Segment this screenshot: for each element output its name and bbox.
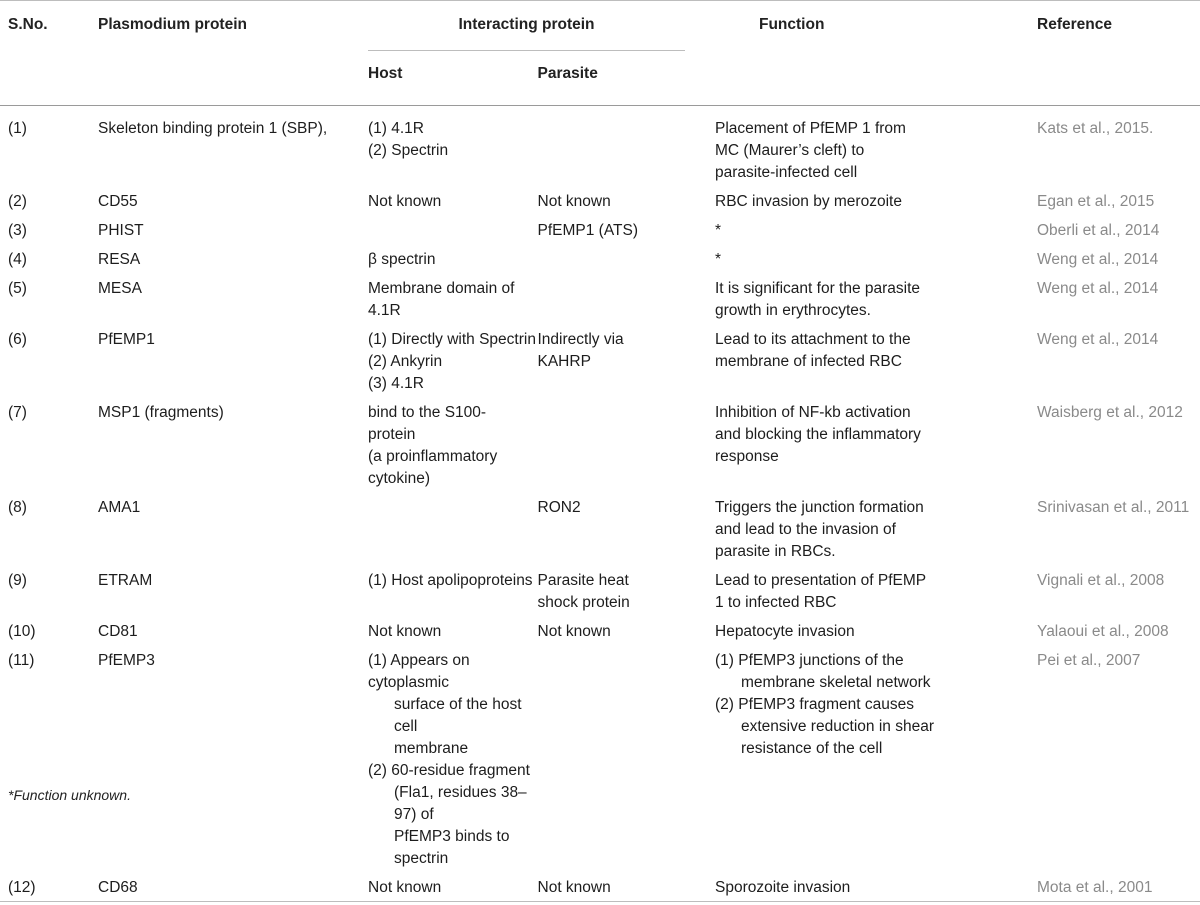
cell-host-line: Membrane domain of 4.1R <box>368 278 538 322</box>
cell-plasmodium-protein-line: PfEMP1 <box>98 329 368 351</box>
cell-function <box>707 495 1037 565</box>
cell-function-line: response <box>715 446 1037 468</box>
cell-host <box>368 495 538 565</box>
cell-sno <box>0 189 98 215</box>
cell-plasmodium-protein-line: PHIST <box>98 220 368 242</box>
cell-sno-line: (7) <box>8 402 98 424</box>
cell-parasite <box>538 247 708 273</box>
cell-plasmodium-protein <box>98 648 368 872</box>
cell-reference-line: Egan et al., 2015 <box>1037 191 1200 213</box>
cell-host-line: surface of the host cell <box>368 694 538 738</box>
cell-function-line: * <box>715 249 1037 271</box>
cell-function-line: It is significant for the parasite <box>715 278 1037 300</box>
cell-reference <box>1037 568 1200 616</box>
cell-sno-line: (11) <box>8 650 98 672</box>
cell-host-line: PfEMP3 binds to <box>368 826 538 848</box>
cell-host <box>368 619 538 645</box>
cell-sno <box>0 495 98 565</box>
cell-reference <box>1037 400 1200 492</box>
cell-host-line: Not known <box>368 621 538 643</box>
cell-function <box>707 247 1037 273</box>
cell-plasmodium-protein-line: PfEMP3 <box>98 650 368 672</box>
header-host: Host <box>368 51 538 106</box>
cell-parasite-line: Not known <box>538 621 708 643</box>
cell-plasmodium-protein-line: ETRAM <box>98 570 368 592</box>
cell-host-line: cytokine) <box>368 468 538 490</box>
cell-host <box>368 247 538 273</box>
cell-host-line: Not known <box>368 191 538 213</box>
cell-host <box>368 106 538 187</box>
cell-sno <box>0 218 98 244</box>
cell-host-line: (a proinflammatory <box>368 446 538 468</box>
cell-function-line: Inhibition of NF-kb activation <box>715 402 1037 424</box>
cell-reference-line: Oberli et al., 2014 <box>1037 220 1200 242</box>
cell-reference <box>1037 648 1200 872</box>
cell-sno-line: (12) <box>8 877 98 899</box>
cell-host <box>368 276 538 324</box>
cell-function-line: parasite in RBCs. <box>715 541 1037 563</box>
cell-host-line: (1) 4.1R <box>368 118 538 140</box>
cell-host-line: membrane <box>368 738 538 760</box>
cell-plasmodium-protein <box>98 400 368 492</box>
table-row <box>0 327 1200 397</box>
cell-plasmodium-protein <box>98 568 368 616</box>
cell-reference <box>1037 247 1200 273</box>
cell-sno <box>0 106 98 187</box>
cell-sno <box>0 619 98 645</box>
cell-host-line: (3) 4.1R <box>368 373 538 395</box>
cell-parasite-line: shock protein <box>538 592 708 614</box>
cell-sno-line: (2) <box>8 191 98 213</box>
cell-host-line: bind to the S100- protein <box>368 402 538 446</box>
cell-reference-line: Weng et al., 2014 <box>1037 278 1200 300</box>
cell-sno <box>0 400 98 492</box>
cell-function-line: membrane of infected RBC <box>715 351 1037 373</box>
cell-function-line: growth in erythrocytes. <box>715 300 1037 322</box>
cell-function-line: resistance of the cell <box>715 738 1037 760</box>
cell-parasite-line: Indirectly via <box>538 329 708 351</box>
cell-sno <box>0 247 98 273</box>
cell-parasite-line: KAHRP <box>538 351 708 373</box>
header-interacting-protein <box>368 0 707 51</box>
cell-parasite-line: RON2 <box>538 497 708 519</box>
cell-host <box>368 875 538 902</box>
cell-host-line: (1) Directly with Spectrin <box>368 329 538 351</box>
cell-function <box>707 106 1037 187</box>
cell-reference-line: Vignali et al., 2008 <box>1037 570 1200 592</box>
cell-parasite <box>538 648 708 872</box>
cell-reference-line: Waisberg et al., 2012 <box>1037 402 1200 424</box>
cell-function-line: Lead to presentation of PfEMP <box>715 570 1037 592</box>
row-spacer <box>0 902 1200 905</box>
cell-sno-line: (1) <box>8 118 98 140</box>
cell-reference-line: Mota et al., 2001 <box>1037 877 1200 899</box>
cell-parasite <box>538 875 708 902</box>
cell-plasmodium-protein <box>98 276 368 324</box>
cell-parasite-line: Not known <box>538 877 708 899</box>
cell-parasite-line: PfEMP1 (ATS) <box>538 220 708 242</box>
cell-reference-line: Srinivasan et al., 2011 <box>1037 497 1200 519</box>
cell-function <box>707 189 1037 215</box>
table-row <box>0 400 1200 492</box>
table-row <box>0 276 1200 324</box>
cell-host-line: (1) Host apolipoproteins <box>368 570 538 592</box>
cell-reference <box>1037 875 1200 902</box>
cell-plasmodium-protein-line: RESA <box>98 249 368 271</box>
cell-plasmodium-protein <box>98 218 368 244</box>
table-row <box>0 648 1200 872</box>
cell-host-line: (2) Spectrin <box>368 140 538 162</box>
cell-function-line: extensive reduction in shear <box>715 716 1037 738</box>
cell-sno-line: (10) <box>8 621 98 643</box>
cell-host <box>368 400 538 492</box>
cell-parasite <box>538 568 708 616</box>
cell-function-line: parasite-infected cell <box>715 162 1037 184</box>
cell-function-line: RBC invasion by merozoite <box>715 191 1037 213</box>
cell-reference-line: Kats et al., 2015. <box>1037 118 1200 140</box>
cell-sno <box>0 568 98 616</box>
table-row <box>0 875 1200 902</box>
cell-function-line: Sporozoite invasion <box>715 877 1037 899</box>
cell-sno-line: (3) <box>8 220 98 242</box>
cell-function-line: Triggers the junction formation <box>715 497 1037 519</box>
cell-host-line: (Fla1, residues 38–97) of <box>368 782 538 826</box>
cell-reference-line: Weng et al., 2014 <box>1037 329 1200 351</box>
header-function: Function <box>707 0 1037 51</box>
header-parasite: Parasite <box>538 51 708 106</box>
cell-plasmodium-protein-line: MESA <box>98 278 368 300</box>
header-plasmodium-protein: Plasmodium protein <box>98 0 368 51</box>
cell-sno <box>0 875 98 902</box>
cell-sno-line: (9) <box>8 570 98 592</box>
cell-function-line: 1 to infected RBC <box>715 592 1037 614</box>
cell-reference <box>1037 189 1200 215</box>
cell-function-line: Lead to its attachment to the <box>715 329 1037 351</box>
cell-parasite <box>538 327 708 397</box>
cell-sno-line: (6) <box>8 329 98 351</box>
cell-reference <box>1037 327 1200 397</box>
cell-parasite-line: Not known <box>538 191 708 213</box>
header-sno: S.No. <box>0 0 98 51</box>
cell-reference <box>1037 106 1200 187</box>
row-spacer-cell <box>0 902 1200 905</box>
cell-plasmodium-protein <box>98 875 368 902</box>
cell-reference <box>1037 218 1200 244</box>
cell-sno <box>0 276 98 324</box>
cell-plasmodium-protein-line: CD68 <box>98 877 368 899</box>
cell-parasite <box>538 495 708 565</box>
cell-function-line: and lead to the invasion of <box>715 519 1037 541</box>
cell-function <box>707 276 1037 324</box>
cell-host-line: Not known <box>368 877 538 899</box>
cell-function <box>707 568 1037 616</box>
cell-function-line: Placement of PfEMP 1 from <box>715 118 1037 140</box>
cell-reference <box>1037 495 1200 565</box>
cell-function <box>707 218 1037 244</box>
cell-parasite <box>538 189 708 215</box>
cell-function <box>707 875 1037 902</box>
table-row <box>0 247 1200 273</box>
table-row <box>0 495 1200 565</box>
cell-sno-line: (4) <box>8 249 98 271</box>
cell-host <box>368 189 538 215</box>
cell-host-line: (1) Appears on cytoplasmic <box>368 650 538 694</box>
cell-function <box>707 400 1037 492</box>
cell-plasmodium-protein-line: Skeleton binding protein 1 (SBP), <box>98 118 368 140</box>
table-body <box>0 106 1200 905</box>
cell-plasmodium-protein-line: CD81 <box>98 621 368 643</box>
cell-plasmodium-protein <box>98 619 368 645</box>
table-row <box>0 619 1200 645</box>
cell-reference <box>1037 276 1200 324</box>
header-reference: Reference <box>1037 0 1200 51</box>
header-interacting-label: Interacting protein <box>368 14 685 51</box>
footnote: *Function unknown. <box>8 787 131 803</box>
cell-host <box>368 568 538 616</box>
cell-reference-line: Weng et al., 2014 <box>1037 249 1200 271</box>
cell-host-line: spectrin <box>368 848 538 870</box>
cell-function <box>707 619 1037 645</box>
cell-host <box>368 327 538 397</box>
cell-plasmodium-protein-line: MSP1 (fragments) <box>98 402 368 424</box>
cell-plasmodium-protein <box>98 247 368 273</box>
cell-plasmodium-protein-line: AMA1 <box>98 497 368 519</box>
cell-sno-line: (8) <box>8 497 98 519</box>
cell-parasite <box>538 106 708 187</box>
cell-plasmodium-protein <box>98 106 368 187</box>
cell-host-line: (2) 60-residue fragment <box>368 760 538 782</box>
table-row <box>0 568 1200 616</box>
cell-reference-line: Yalaoui et al., 2008 <box>1037 621 1200 643</box>
cell-function-line: and blocking the inflammatory <box>715 424 1037 446</box>
cell-sno <box>0 327 98 397</box>
table-row <box>0 106 1200 187</box>
cell-host-line: β spectrin <box>368 249 538 271</box>
cell-reference <box>1037 619 1200 645</box>
cell-function-line: * <box>715 220 1037 242</box>
table-row <box>0 218 1200 244</box>
cell-host-line: (2) Ankyrin <box>368 351 538 373</box>
cell-parasite <box>538 619 708 645</box>
cell-function <box>707 327 1037 397</box>
cell-function-line: (2) PfEMP3 fragment causes <box>715 694 1037 716</box>
cell-function-line: MC (Maurer’s cleft) to <box>715 140 1037 162</box>
cell-parasite <box>538 218 708 244</box>
cell-parasite <box>538 400 708 492</box>
cell-host <box>368 648 538 872</box>
cell-function-line: membrane skeletal network <box>715 672 1037 694</box>
cell-parasite <box>538 276 708 324</box>
cell-sno <box>0 648 98 872</box>
cell-parasite-line: Parasite heat <box>538 570 708 592</box>
cell-plasmodium-protein <box>98 495 368 565</box>
table-row <box>0 189 1200 215</box>
cell-function-line: (1) PfEMP3 junctions of the <box>715 650 1037 672</box>
cell-sno-line: (5) <box>8 278 98 300</box>
cell-host <box>368 218 538 244</box>
cell-function-line: Hepatocyte invasion <box>715 621 1037 643</box>
cell-reference-line: Pei et al., 2007 <box>1037 650 1200 672</box>
cell-plasmodium-protein <box>98 327 368 397</box>
cell-plasmodium-protein <box>98 189 368 215</box>
cell-plasmodium-protein-line: CD55 <box>98 191 368 213</box>
cell-function <box>707 648 1037 872</box>
